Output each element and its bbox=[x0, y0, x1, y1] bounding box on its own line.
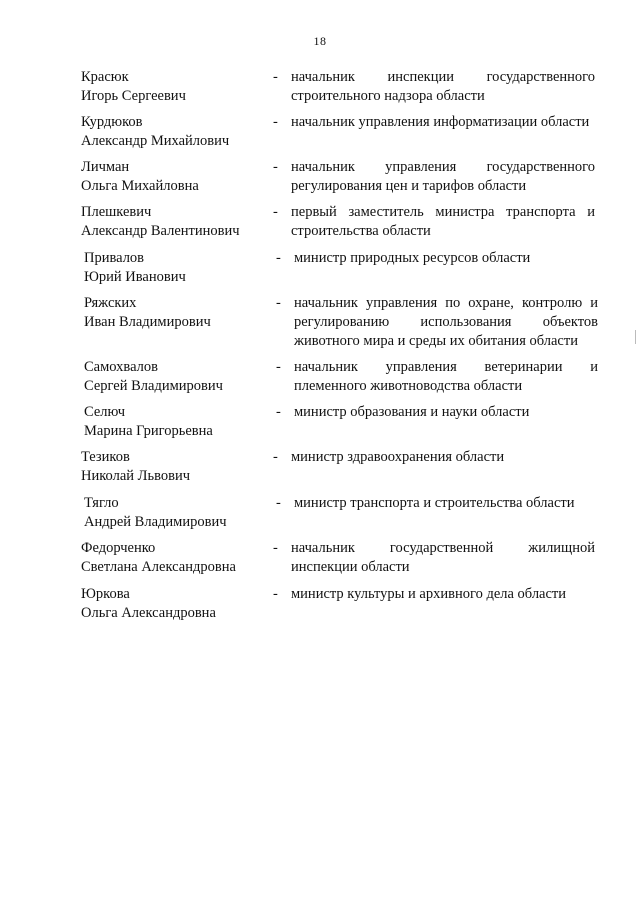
member-dash: - bbox=[276, 250, 281, 266]
scan-mark bbox=[635, 330, 636, 344]
member-dash: - bbox=[273, 540, 278, 556]
member-entry bbox=[0, 403, 640, 447]
page-number: 18 bbox=[313, 34, 327, 48]
member-position: начальник управления информатизации области bbox=[291, 114, 590, 130]
member-entry bbox=[0, 358, 640, 402]
member-surname: Тезиков bbox=[81, 449, 130, 465]
member-entry bbox=[0, 113, 640, 157]
member-position: министр культуры и архивного дела области bbox=[291, 586, 567, 602]
member-surname: Ряжских bbox=[84, 295, 137, 311]
member-name bbox=[81, 113, 229, 151]
member-position: начальник управления ветеринарии и племенного животноводства области bbox=[294, 359, 598, 394]
member-dash: - bbox=[273, 449, 278, 465]
member-name bbox=[84, 294, 211, 332]
member-entry bbox=[0, 158, 640, 202]
member-entry bbox=[0, 68, 640, 112]
member-surname: Федорченко bbox=[81, 540, 156, 556]
member-entry bbox=[0, 294, 640, 349]
member-entry bbox=[0, 585, 640, 629]
member-given-names: Николай Львович bbox=[81, 468, 190, 484]
member-entry bbox=[0, 494, 640, 538]
member-position: первый заместитель министра транспорта и строительства области bbox=[291, 204, 595, 239]
member-dash: - bbox=[273, 114, 278, 130]
member-name bbox=[81, 585, 216, 623]
member-surname: Тягло bbox=[84, 495, 119, 511]
member-given-names: Иван Владимирович bbox=[84, 314, 211, 330]
member-name bbox=[81, 448, 190, 486]
member-dash: - bbox=[273, 69, 278, 85]
member-given-names: Сергей Владимирович bbox=[84, 378, 223, 394]
member-entry bbox=[0, 203, 640, 247]
member-given-names: Светлана Александровна bbox=[81, 559, 236, 575]
member-given-names: Александр Валентинович bbox=[81, 223, 240, 239]
member-name bbox=[81, 68, 186, 106]
member-surname: Привалов bbox=[84, 250, 145, 266]
member-dash: - bbox=[276, 359, 281, 375]
member-position: начальник государственной жилищной инспекции области bbox=[291, 540, 595, 575]
member-surname: Красюк bbox=[81, 69, 129, 85]
member-name bbox=[84, 358, 223, 396]
member-name bbox=[84, 249, 186, 287]
member-dash: - bbox=[276, 404, 281, 420]
member-given-names: Ольга Михайловна bbox=[81, 178, 199, 194]
member-position: министр здравоохранения области bbox=[291, 449, 505, 465]
member-position: начальник управления по охране, контролю и регулированию использования объектов животного мира и среды их обитания области bbox=[294, 295, 598, 349]
member-dash: - bbox=[273, 159, 278, 175]
member-given-names: Ольга Александровна bbox=[81, 605, 216, 621]
member-dash: - bbox=[273, 204, 278, 220]
member-surname: Самохвалов bbox=[84, 359, 158, 375]
member-given-names: Александр Михайлович bbox=[81, 133, 230, 149]
member-surname: Курдюков bbox=[81, 114, 143, 130]
member-position: министр природных ресурсов области bbox=[294, 250, 531, 266]
member-name bbox=[81, 203, 240, 241]
member-dash: - bbox=[273, 586, 278, 602]
member-surname: Плешкевич bbox=[81, 204, 152, 220]
member-position: министр образования и науки области bbox=[294, 404, 530, 420]
member-surname: Селюч bbox=[84, 404, 126, 420]
member-entry bbox=[0, 539, 640, 583]
member-dash: - bbox=[276, 495, 281, 511]
member-given-names: Игорь Сергеевич bbox=[81, 88, 186, 104]
member-position: начальник инспекции государственного строительного надзора области bbox=[291, 69, 595, 104]
member-given-names: Юрий Иванович bbox=[84, 269, 186, 285]
member-name bbox=[81, 539, 236, 577]
member-name bbox=[81, 158, 199, 196]
member-name bbox=[84, 403, 213, 441]
member-surname: Личман bbox=[81, 159, 130, 175]
member-entry bbox=[0, 249, 640, 293]
member-dash: - bbox=[276, 295, 281, 311]
member-entry bbox=[0, 448, 640, 492]
member-surname: Юркова bbox=[81, 586, 130, 602]
member-position: начальник управления государственного регулирования цен и тарифов области bbox=[291, 159, 595, 194]
member-given-names: Марина Григорьевна bbox=[84, 423, 213, 439]
member-name bbox=[84, 494, 227, 532]
member-position: министр транспорта и строительства области bbox=[294, 495, 575, 511]
member-given-names: Андрей Владимирович bbox=[84, 514, 227, 530]
